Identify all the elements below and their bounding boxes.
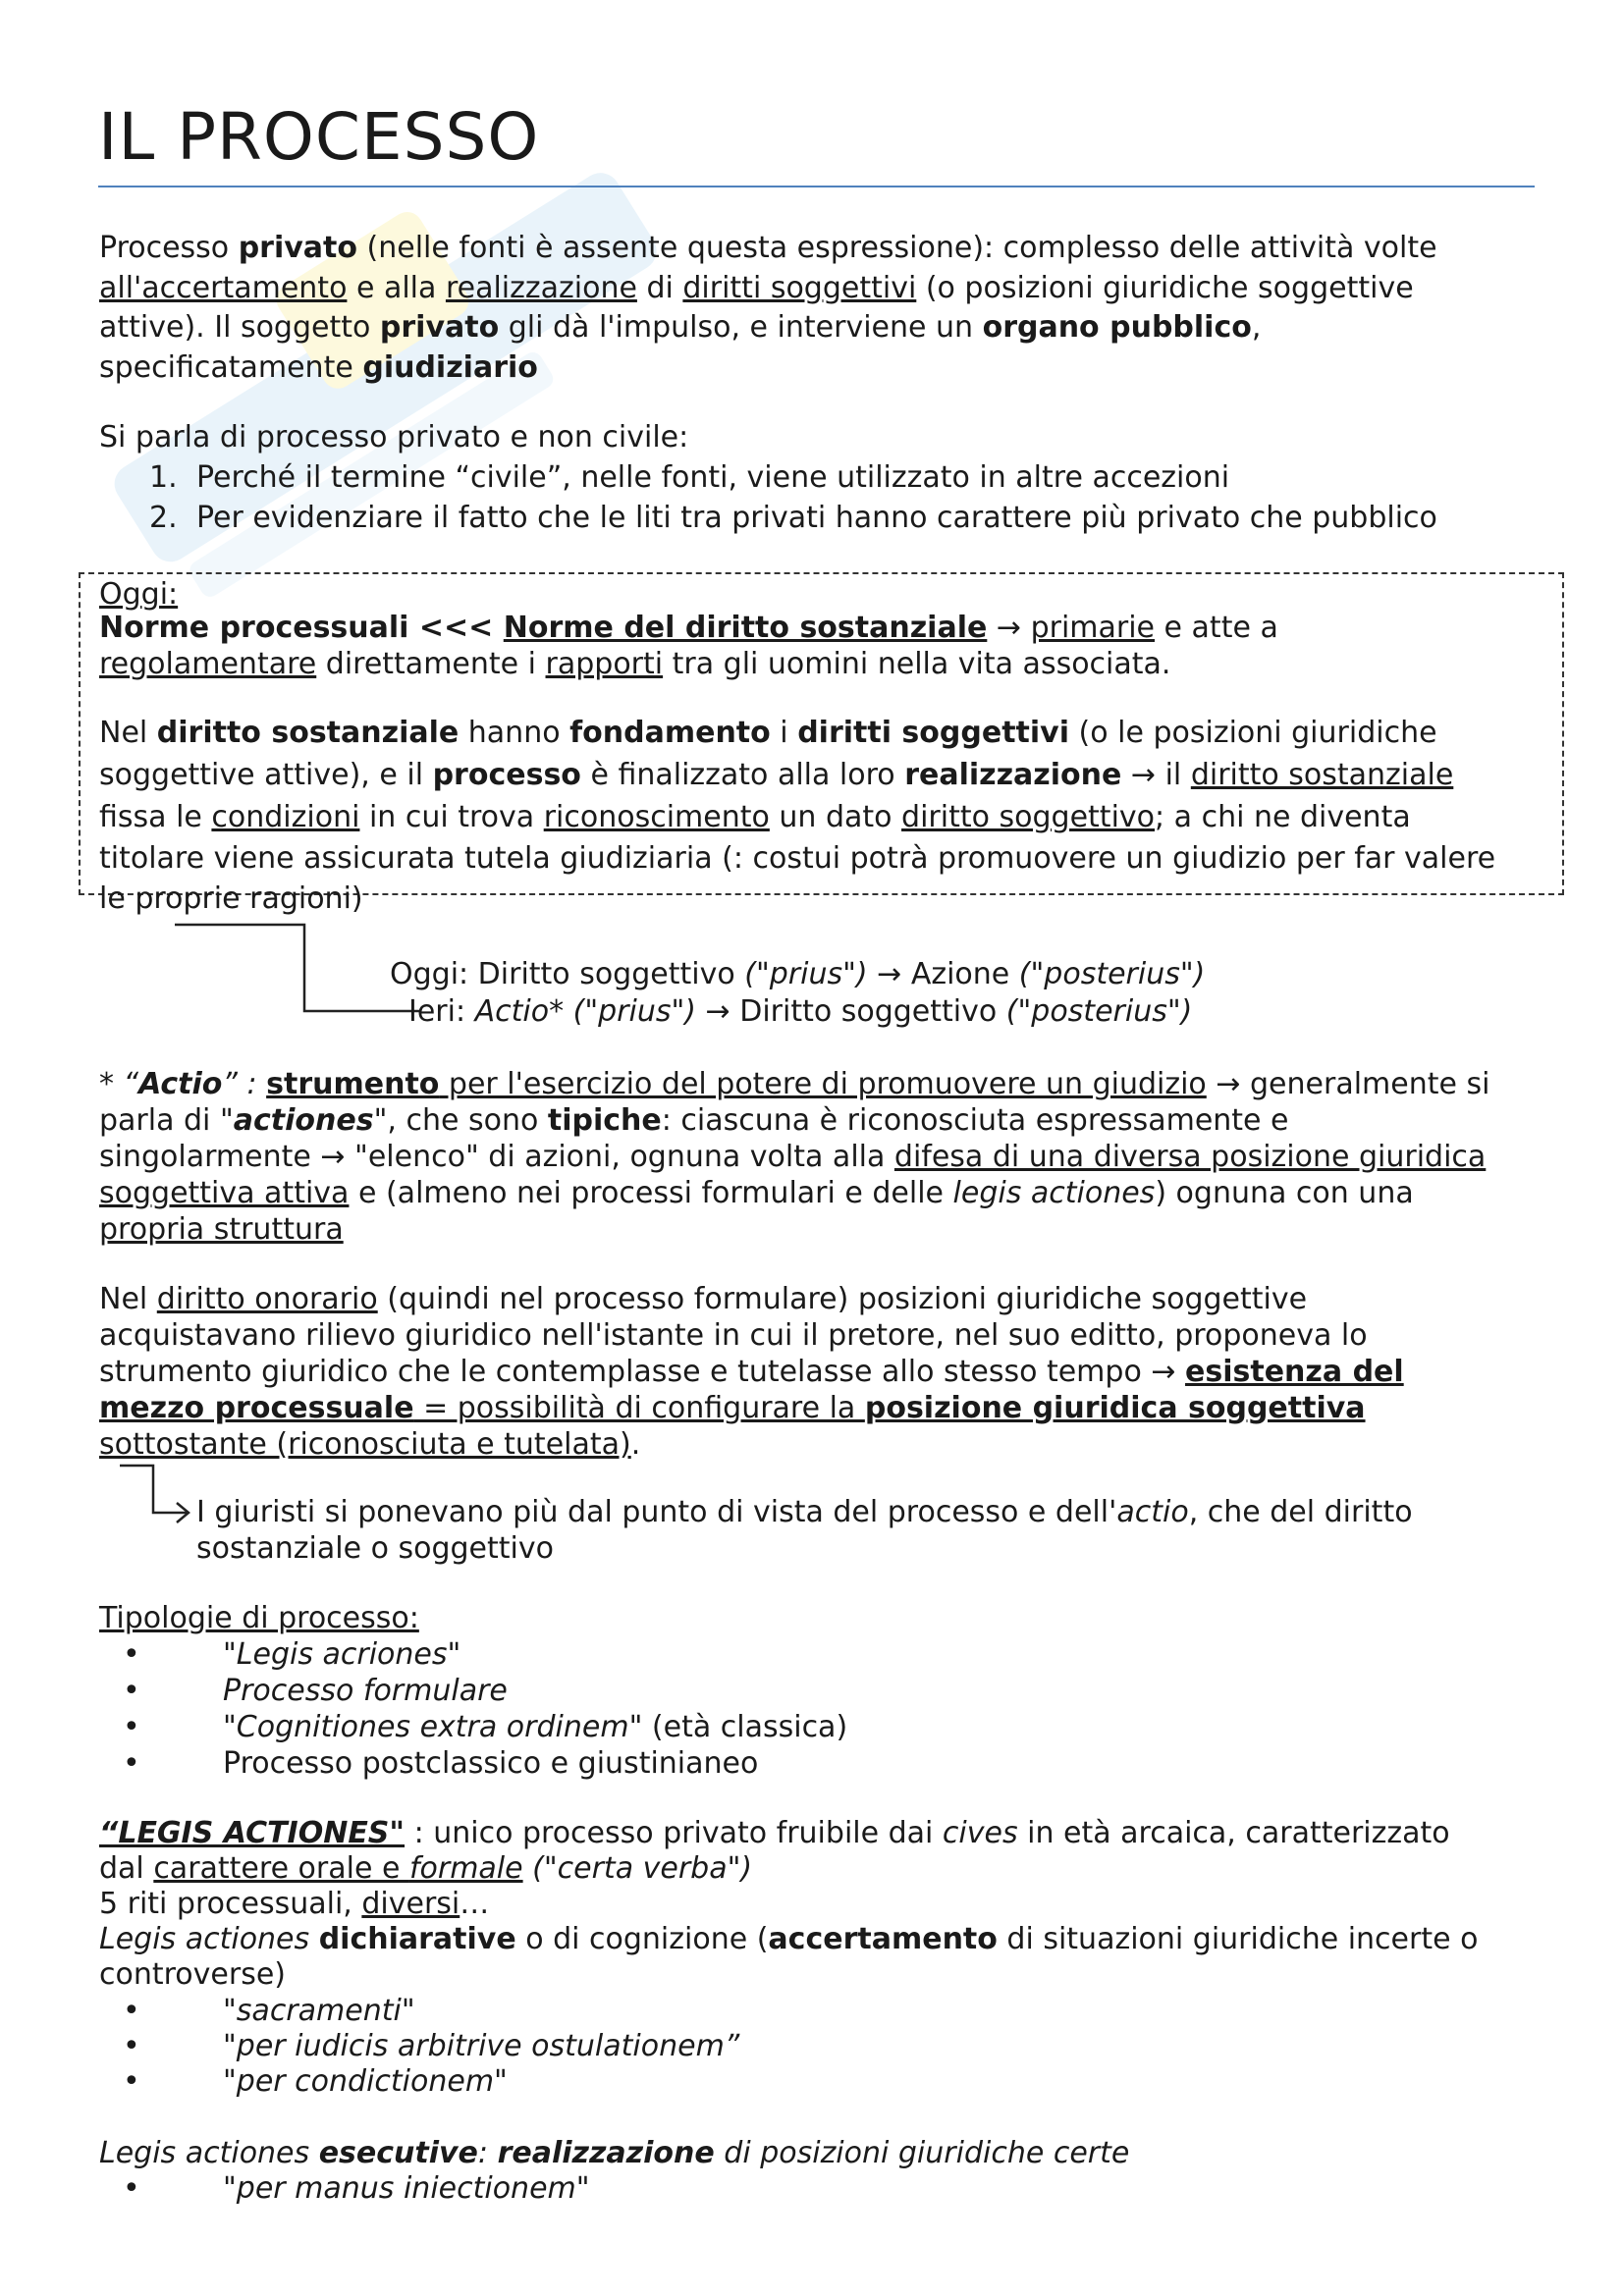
legis-line: Legis actiones esecutive: realizzazione di posizioni giuridiche certe: [99, 2136, 1130, 2170]
legis-line: 5 riti processuali, diversi…: [99, 1887, 490, 1921]
list-item: 1. Perché il termine “civile”, nelle fonti, viene utilizzato in altre accezioni: [149, 460, 1230, 495]
onorario-line: Nel diritto onorario (quindi nel processo formulare) posizioni giuridiche soggettive: [99, 1282, 1308, 1316]
box-line: soggettive attive), e il processo è finalizzato alla loro realizzazione → il diritto sostanziale: [99, 758, 1454, 792]
onorario-line: acquistavano rilievo giuridico nell'istante in cui il pretore, nel suo editto, proponeva lo: [99, 1318, 1368, 1353]
legis-line: controverse): [99, 1957, 286, 1992]
box-line: Norme processuali <<< Norme del diritto sostanziale → primarie e atte a: [99, 611, 1278, 645]
list-item: • "sacramenti": [123, 1994, 415, 2028]
onorario-note: sostanziale o soggettivo: [196, 1531, 554, 1566]
box-line: regolamentare direttamente i rapporti tra gli uomini nella vita associata.: [99, 647, 1171, 681]
list-item: • "Legis acriones": [123, 1637, 461, 1672]
box-line: titolare viene assicurata tutela giudiziaria (: costui potrà promuovere un giudizio per far valere: [99, 841, 1496, 876]
note-arrow: [118, 1464, 196, 1534]
intro-line: Processo privato (nelle fonti è assente questa espressione): complesso delle attività volte: [99, 231, 1437, 265]
page-title: IL PROCESSO: [98, 99, 540, 175]
compare-oggi: Oggi: Diritto soggettivo ("prius") → Azione ("posterius"): [390, 957, 1206, 991]
list-item: • "per manus iniectionem": [123, 2171, 590, 2206]
box-line: fissa le condizioni in cui trova riconoscimento un dato diritto soggettivo; a chi ne diventa: [99, 800, 1411, 834]
onorario-note: I giuristi si ponevano più dal punto di vista del processo e dell'actio, che del diritto: [196, 1495, 1413, 1529]
box-line: Nel diritto sostanziale hanno fondamento i diritti soggettivi (o le posizioni giuridiche: [99, 716, 1437, 750]
list-item: 2. Per evidenziare il fatto che le liti tra privati hanno carattere più privato che pubblico: [149, 501, 1437, 535]
actio-line: singolarmente → "elenco" di azioni, ognuna volta alla difesa di una diversa posizione giuridica: [99, 1140, 1487, 1174]
box-label: Oggi:: [99, 577, 179, 612]
intro-line: all'accertamento e alla realizzazione di diritti soggettivi (o posizioni giuridiche soggettive: [99, 271, 1414, 305]
actio-line: soggettiva attiva e (almeno nei processi formulari e delle legis actiones) ognuna con una: [99, 1176, 1414, 1210]
onorario-line: strumento giuridico che le contemplasse e tutelasse allo stesso tempo → esistenza del: [99, 1355, 1404, 1389]
tipologie-heading: Tipologie di processo:: [99, 1601, 419, 1635]
civile-lead: Si parla di processo privato e non civile:: [99, 420, 689, 454]
actio-line: propria struttura: [99, 1212, 344, 1247]
intro-line: attive). Il soggetto privato gli dà l'impulso, e interviene un organo pubblico,: [99, 310, 1262, 345]
onorario-line: sottostante (riconosciuta e tutelata).: [99, 1427, 641, 1462]
intro-line: specificatamente giudiziario: [99, 350, 538, 385]
list-item: • Processo postclassico e giustinianeo: [123, 1746, 759, 1781]
legis-line: dal carattere orale e formale ("certa verba"): [99, 1851, 753, 1886]
list-item: • "Cognitiones extra ordinem" (età classica): [123, 1710, 848, 1744]
actio-line: parla di "actiones", che sono tipiche: ciascuna è riconosciuta espressamente e: [99, 1103, 1289, 1138]
list-item: • "per condictionem": [123, 2064, 508, 2099]
box-line: le proprie ragioni): [99, 881, 363, 916]
list-item: • Processo formulare: [123, 1674, 508, 1708]
title-rule: [98, 186, 1535, 187]
actio-line: * “Actio” : strumento per l'esercizio del potere di promuovere un giudizio → generalmente si: [99, 1067, 1490, 1101]
onorario-line: mezzo processuale = possibilità di configurare la posizione giuridica soggettiva: [99, 1391, 1366, 1425]
list-item: • "per iudicis arbitrive ostulationem”: [123, 2029, 740, 2063]
legis-line: “LEGIS ACTIONES" : unico processo privato fruibile dai cives in età arcaica, caratterizzato: [99, 1816, 1450, 1850]
legis-line: Legis actiones dichiarative o di cognizione (accertamento di situazioni giuridiche incerte o: [99, 1922, 1479, 1956]
compare-ieri: Ieri: Actio* ("prius") → Diritto soggettivo ("posterius"): [408, 994, 1193, 1029]
